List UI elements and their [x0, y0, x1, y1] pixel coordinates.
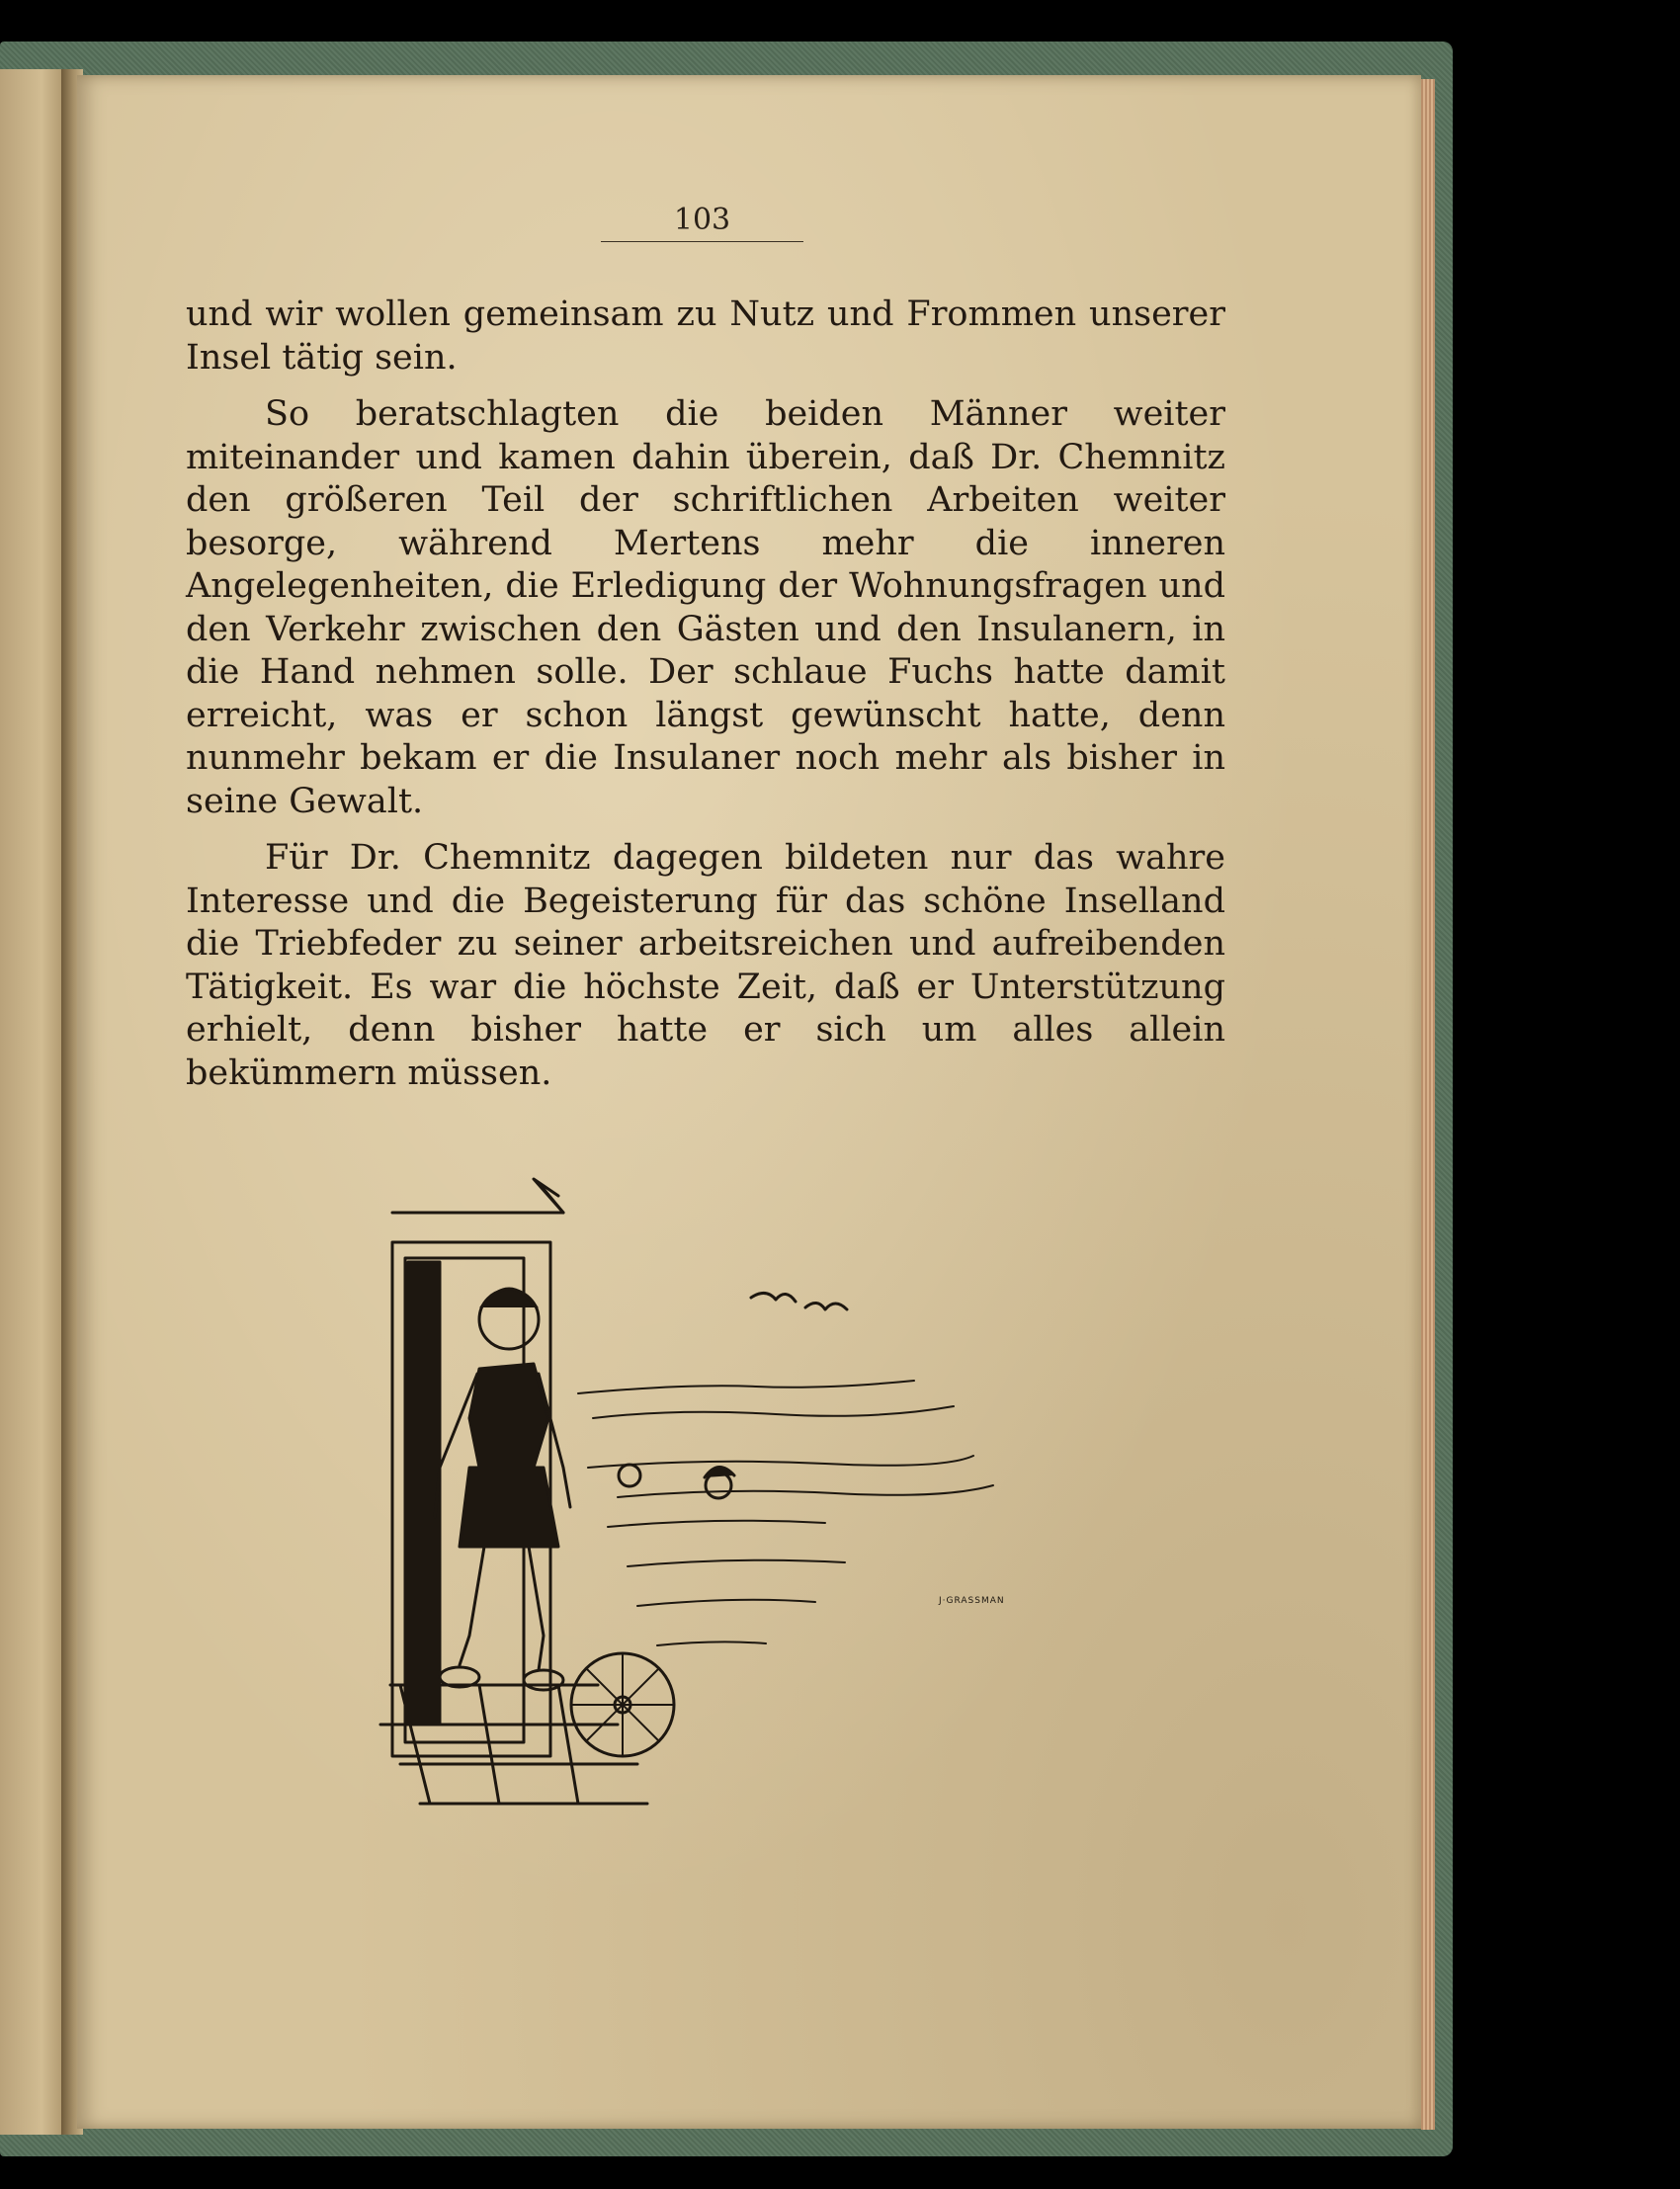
illustration-signature: J·GRASSMAN — [939, 1596, 1005, 1606]
paragraph-1: und wir wollen gemeinsam zu Nutz und Frommen unserer Insel tätig sein. — [186, 295, 1225, 378]
bathing-cabin-illustration — [361, 1171, 1092, 1843]
paragraph-3: Für Dr. Chemnitz dagegen bildeten nur das wahre Interesse und die Begeisterung für das schöne Inselland die Triebfeder zu seiner arbeitsreichen und aufreibenden Tätigkeit. Es war die höchste Zeit, daß er Unterstützung erhielt, denn bisher hatte er sich um alles allein bekümmern müssen. — [186, 838, 1225, 1093]
page-number: 103 — [601, 203, 803, 242]
body-text — [186, 294, 1225, 1095]
page-edges — [1421, 79, 1435, 2130]
paragraph-2: So beratschlagten die beiden Männer weiter miteinander und kamen dahin überein, daß Dr. Chemnitz den größeren Teil der schriftlichen Arbeiten weiter besorge, während Mertens mehr die inneren Angelegenheiten, die Erledigung der Wohnungsfragen und den Verkehr zwischen den Gästen und den Insulanern, in die Hand nehmen solle. Der schlaue Fuchs hatte damit erreicht, was er schon längst gewünscht hatte, denn nunmehr bekam er die Insulaner noch mehr als bisher in seine Gewalt. — [186, 394, 1225, 821]
previous-page-edge — [0, 69, 69, 2135]
